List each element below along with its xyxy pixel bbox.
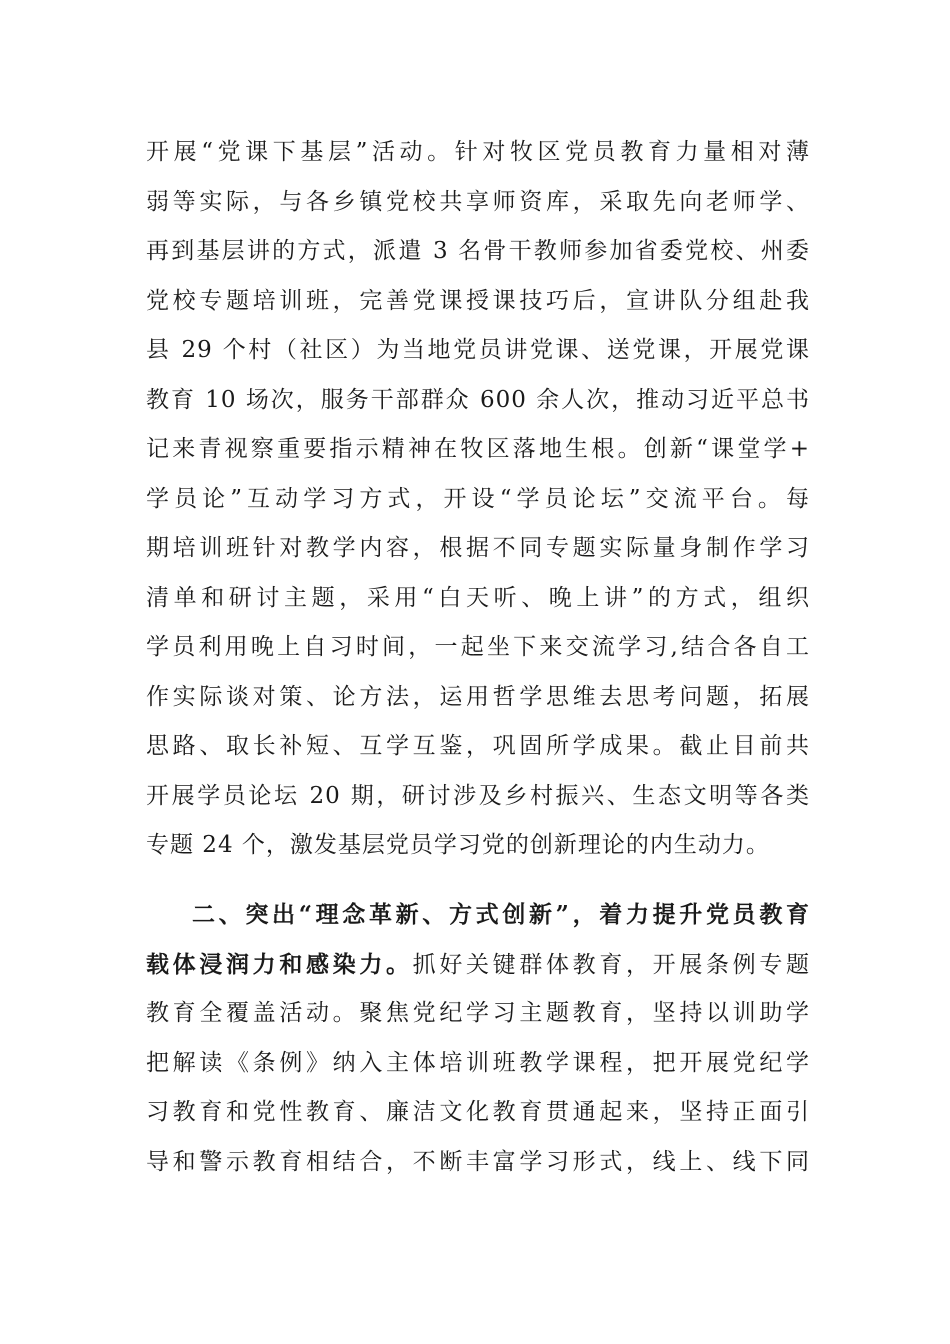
- paragraph-1-line-10: 清单和研讨主题，采用“白天听、晚上讲”的方式，组织: [146, 584, 810, 611]
- paragraph-1-line-2: 弱等实际，与各乡镇党校共享师资库，采取先向老师学、: [146, 188, 810, 215]
- paragraph-1-line-8: 学员论”互动学习方式，开设“学员论坛”交流平台。每: [146, 485, 810, 512]
- paragraph-2: [146, 890, 810, 1187]
- paragraph-1-line-11: 学员利用晚上自习时间，一起坐下来交流学习,结合各自工: [146, 634, 810, 660]
- paragraph-1-line-13: 思路、取长补短、互学互鉴，巩固所学成果。截止目前共: [146, 733, 810, 759]
- paragraph-1-line-3: 再到基层讲的方式，派遣 3 名骨干教师参加省委党校、州委: [146, 238, 810, 264]
- paragraph-1-line-5: 县 29 个村（社区）为当地党员讲党课、送党课，开展党课: [146, 337, 810, 363]
- section-heading-line-2: [146, 940, 810, 990]
- paragraph-1-line-4: 党校专题培训班，完善党课授课技巧后，宣讲队分组赴我: [146, 287, 810, 314]
- paragraph-2-line-6: 导和警示教育相结合，不断丰富学习形式，线上、线下同: [146, 1148, 810, 1175]
- section-heading-rest: 抓好关键群体教育，开展条例专题: [412, 951, 811, 978]
- section-heading-line-1: 二、突出“理念革新、方式创新”，着力提升党员教育: [192, 901, 810, 928]
- paragraph-1-line-15: 专题 24 个，激发基层党员学习党的创新理论的内生动力。: [146, 832, 770, 858]
- paragraph-2-line-5: 习教育和党性教育、廉洁文化教育贯通起来，坚持正面引: [146, 1099, 810, 1125]
- paragraph-1-line-12: 作实际谈对策、论方法，运用哲学思维去思考问题，拓展: [146, 683, 810, 710]
- section-heading-bold-tail: 载体浸润力和感染力。: [146, 950, 413, 978]
- paragraph-2-line-3: 教育全覆盖活动。聚焦党纪学习主题教育，坚持以训助学: [146, 1000, 810, 1026]
- paragraph-1-line-1: 开展“党课下基层”活动。针对牧区党员教育力量相对薄: [146, 139, 810, 165]
- paragraph-1-line-6: 教育 10 场次，服务干部群众 600 余人次，推动习近平总书: [146, 386, 810, 413]
- paragraph-1-line-7: 记来青视察重要指示精神在牧区落地生根。创新“课堂学+: [146, 436, 810, 462]
- paragraph-1-line-14: 开展学员论坛 20 期，研讨涉及乡村振兴、生态文明等各类: [146, 782, 810, 809]
- paragraph-1: [146, 128, 810, 871]
- paragraph-2-line-4: 把解读《条例》纳入主体培训班教学课程，把开展党纪学: [146, 1049, 810, 1076]
- paragraph-1-line-9: 期培训班针对教学内容，根据不同专题实际量身制作学习: [146, 535, 810, 561]
